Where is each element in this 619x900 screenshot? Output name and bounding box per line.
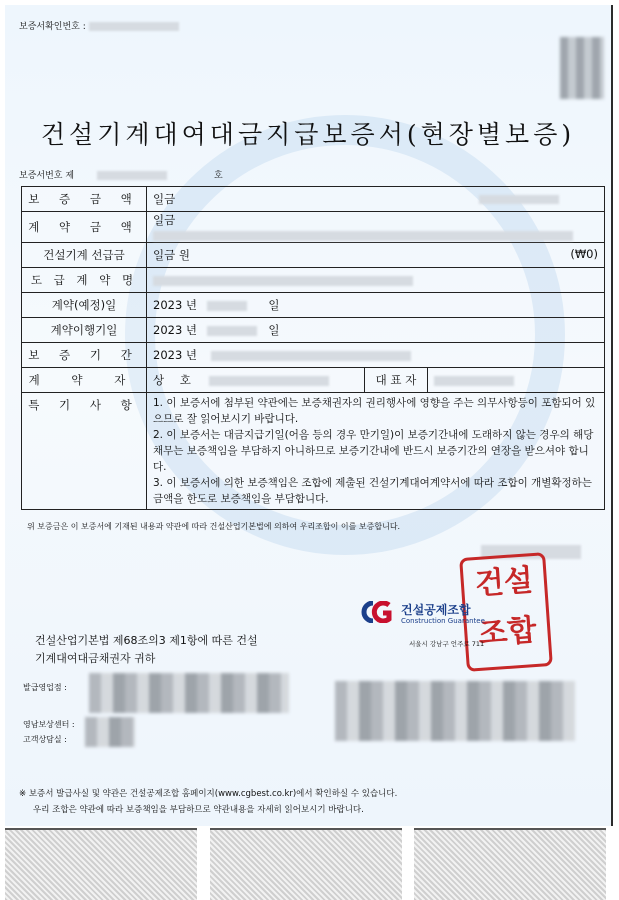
attached-page-strip bbox=[5, 828, 197, 900]
guarantee-table bbox=[21, 186, 605, 510]
representative-value bbox=[428, 368, 605, 393]
qr-code bbox=[560, 37, 604, 99]
representative-label: 대 표 자 bbox=[365, 368, 428, 393]
customer-center-label: 고객상담실 : bbox=[23, 735, 67, 744]
subcontract-value bbox=[147, 268, 605, 293]
serial-suffix: 호 bbox=[214, 171, 223, 181]
table-row bbox=[22, 368, 605, 393]
contract-amount-text: 일금 bbox=[153, 213, 176, 227]
table-row bbox=[22, 243, 605, 268]
footer-line: ※ 보증서 발급사실 및 약관은 건설공제조합 홈페이지(www.cgbest.co.kr)에서 확인하실 수 있습니다. bbox=[19, 789, 398, 799]
redacted-serial bbox=[97, 171, 167, 180]
advance-label: 건설기계 선급금 bbox=[22, 243, 147, 268]
issuer-name: 건설공제조합 bbox=[401, 603, 471, 617]
special-item: 2. 이 보증서는 대금지급기일(어음 등의 경우 만기일)이 보증기간내에 도래하지 않는 경우의 해당채무는 보증책임을 부담하지 아니하므로 보증기간내에 반드시 보증기간의 연장을 받으셔야 합니다. bbox=[153, 429, 594, 473]
guarantee-amount-text: 일금 bbox=[153, 192, 176, 206]
special-item: 1. 이 보증서에 첨부된 약관에는 보증채권자의 권리행사에 영향을 주는 의무사항등이 포함되어 있으므로 잘 읽어보시기 바랍니다. bbox=[153, 397, 596, 425]
page-title: 건설기계대여대금지급보증서(현장별보증) bbox=[40, 120, 576, 149]
period-label: 보 증 기 간 bbox=[22, 343, 147, 368]
contract-date-year: 2023 년 bbox=[153, 298, 198, 312]
special-label: 특 기 사 항 bbox=[22, 393, 147, 510]
redacted-date bbox=[207, 326, 257, 336]
cg-logo-icon bbox=[353, 601, 393, 623]
table-row bbox=[22, 187, 605, 212]
table-row bbox=[22, 293, 605, 318]
issue-office-label: 발급영업점 : bbox=[23, 683, 67, 692]
business-center-label: 영남보상센터 : bbox=[23, 720, 75, 729]
guarantee-amount-label: 보 증 금 액 bbox=[22, 187, 147, 212]
guarantee-note: 위 보증금은 이 보증서에 기재된 내용과 약관에 따라 건설산업기본법에 의하여 우리조합이 이를 보증합니다. bbox=[27, 522, 401, 531]
company-cell bbox=[147, 368, 365, 393]
contractor-label: 계 약 자 bbox=[22, 368, 147, 393]
guarantee-amount-value bbox=[147, 187, 605, 212]
special-notes bbox=[147, 393, 605, 510]
performance-date-year: 2023 년 bbox=[153, 323, 198, 337]
contract-amount-label: 계 약 금 액 bbox=[22, 212, 147, 243]
contract-amount-value bbox=[147, 212, 605, 243]
redacted-amount bbox=[479, 195, 559, 204]
footer-line: 우리 조합은 약관에 따라 보증책임을 부담하므로 약관내용을 자세히 읽어보시기 바랍니다. bbox=[33, 805, 364, 815]
special-item: 3. 이 보증서에 의한 보증책임은 조합에 제출된 건설기계대여계약서에 따라 조합이 개별확정하는 금액을 한도로 보증책임을 부담합니다. bbox=[153, 477, 592, 505]
company-label: 상 호 bbox=[153, 373, 197, 387]
redacted-confirm-number bbox=[89, 22, 179, 31]
table-row bbox=[22, 393, 605, 510]
guarantee-document bbox=[5, 5, 613, 826]
redacted-contract-amount bbox=[153, 231, 573, 241]
issuer-address: 서울시 강남구 언주로 711 bbox=[409, 640, 485, 648]
period-year: 2023 년 bbox=[153, 348, 198, 362]
addressee-line: 기계대여대금채권자 귀하 bbox=[35, 652, 156, 665]
issuer-name-en: Construction Guarantee bbox=[401, 617, 485, 625]
contract-date-value bbox=[147, 293, 605, 318]
performance-date-label: 계약이행기일 bbox=[22, 318, 147, 343]
subcontract-label: 도 급 계 약 명 bbox=[22, 268, 147, 293]
confirm-number-label: 보증서확인번호 : bbox=[19, 22, 86, 32]
period-value bbox=[147, 343, 605, 368]
redacted-contract-name bbox=[153, 276, 413, 286]
serial-label: 보증서번호 제 bbox=[19, 171, 75, 181]
redacted-company bbox=[209, 376, 329, 386]
table-row bbox=[22, 343, 605, 368]
redacted-signature-block bbox=[335, 681, 575, 741]
confirm-number bbox=[19, 19, 179, 32]
table-row bbox=[22, 268, 605, 293]
attached-page-strip bbox=[414, 828, 606, 900]
issuer-seal: 건설 조합 bbox=[459, 552, 553, 672]
footer-notes bbox=[19, 786, 397, 818]
redacted-center-info bbox=[85, 717, 135, 747]
redacted-issue-office bbox=[89, 673, 289, 713]
contract-date-day: 일 bbox=[268, 298, 280, 312]
redacted-period bbox=[211, 351, 411, 361]
performance-date-day: 일 bbox=[268, 323, 280, 337]
table-row bbox=[22, 212, 605, 243]
addressee bbox=[35, 632, 258, 668]
advance-amount: (₩0) bbox=[570, 247, 598, 261]
redacted-date bbox=[207, 301, 247, 311]
addressee-line: 건설산업기본법 제68조의3 제1항에 따른 건설 bbox=[35, 634, 258, 647]
table-row bbox=[22, 318, 605, 343]
redacted-representative bbox=[434, 376, 514, 386]
serial-number bbox=[19, 168, 223, 181]
contract-date-label: 계약(예정)일 bbox=[22, 293, 147, 318]
advance-value bbox=[147, 243, 605, 268]
attached-page-strip bbox=[210, 828, 402, 900]
advance-text: 일금 원 bbox=[153, 248, 190, 262]
performance-date-value bbox=[147, 318, 605, 343]
